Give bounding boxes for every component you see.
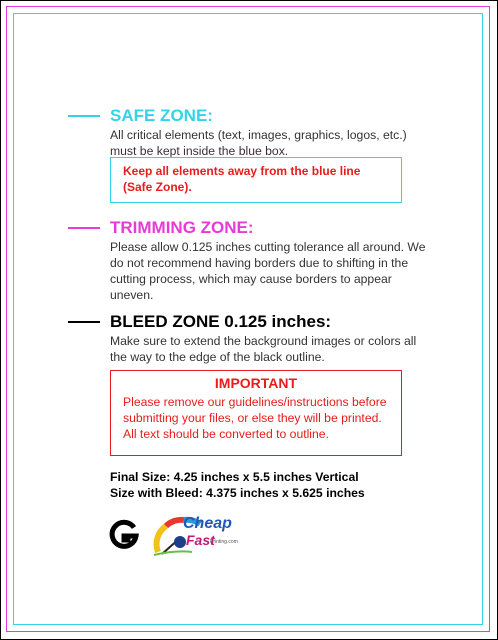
safe-zone-text: All critical elements (text, images, graphics, logos, etc.) must be kept inside the blue box. [110, 128, 407, 158]
important-text: Please remove our guidelines/instructions before submitting your files, or else they will be printed. All text should be converted to outline. [123, 395, 387, 441]
safe-zone-heading: SAFE ZONE: [110, 106, 213, 125]
safe-zone-note-box [110, 157, 402, 203]
trimming-zone-text: Please allow 0.125 inches cutting tolerance all around. We do not recommend having borders due to shifting in the cutting process, which may cause borders to appear uneven. [110, 240, 426, 302]
safe-zone-marker [68, 115, 100, 117]
bleed-zone-heading: BLEED ZONE 0.125 inches: [110, 312, 332, 331]
important-title: IMPORTANT [214, 375, 298, 391]
brand-fast-text: Fast [186, 532, 215, 548]
trimming-zone-marker [68, 227, 100, 229]
safe-zone-note: Keep all elements away from the blue line (Safe Zone). [123, 164, 361, 194]
brand-printing-text: Printing.com [210, 539, 238, 545]
trimming-zone-heading: TRIMMING ZONE: [110, 218, 254, 237]
g-logo-icon [108, 519, 140, 551]
bleed-zone-marker [68, 321, 100, 323]
important-box [110, 370, 402, 456]
bleed-size-text: Size with Bleed: 4.375 inches x 5.625 inches [110, 486, 365, 500]
brand-cheap-text: Cheap [183, 515, 232, 532]
final-size-text: Final Size: 4.25 inches x 5.5 inches Vertical [110, 470, 359, 484]
size-info [110, 469, 365, 501]
bleed-zone-text: Make sure to extend the background images or colors all the way to the edge of the black outline. [110, 334, 417, 364]
